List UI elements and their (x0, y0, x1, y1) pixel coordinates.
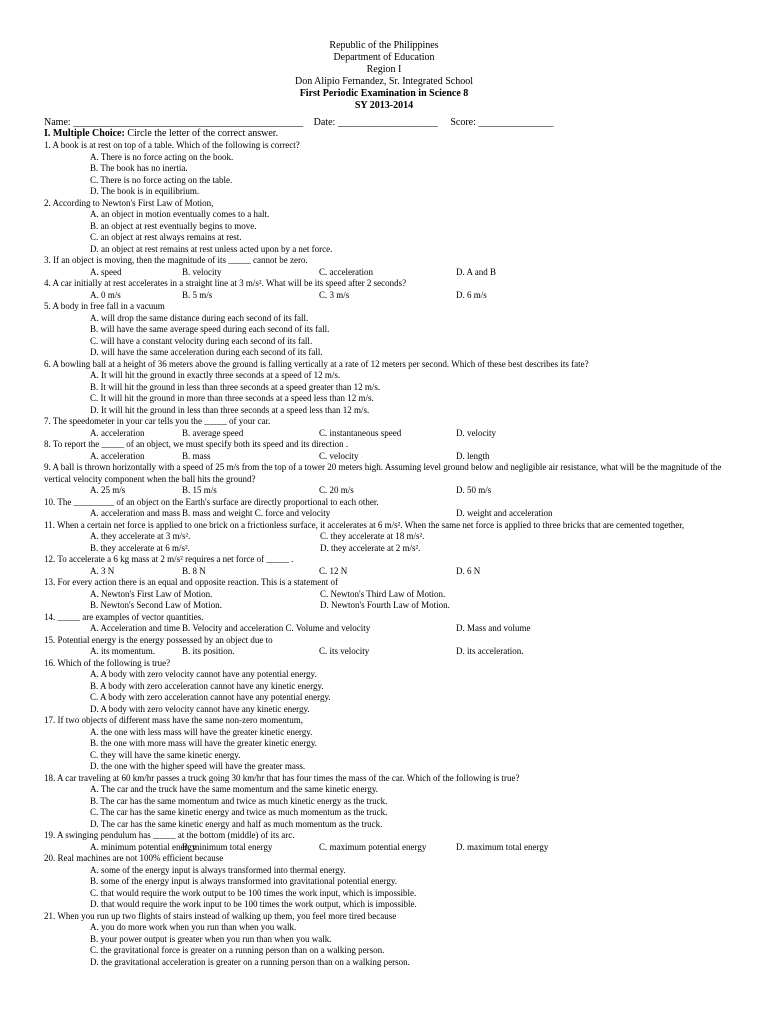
answer-option[interactable]: A. will drop the same distance during each second of its fall. (90, 312, 309, 323)
answer-option[interactable]: D. 6 m/s (456, 289, 487, 300)
question-stem: 7. The speedometer in your car tells you the _____ of your car. (44, 416, 271, 426)
answer-option[interactable]: D. that would require the work input to be 100 times the work output, which is impossible. (90, 899, 417, 909)
answer-options (44, 727, 734, 773)
answer-options (44, 290, 734, 302)
question-5 (44, 301, 734, 359)
answer-option[interactable]: D. weight and acceleration (456, 508, 553, 518)
answer-row (90, 508, 734, 520)
question-3 (44, 255, 734, 278)
header-department: Department of Education (333, 52, 435, 63)
question-10 (44, 497, 734, 520)
answer-option[interactable]: D. It will hit the ground in less than three seconds at a speed less than 12 m/s. (90, 404, 370, 415)
answer-option[interactable]: C. its velocity (319, 646, 370, 656)
answer-options (44, 842, 734, 854)
answer-option[interactable]: A. The car and the truck have the same momentum and the same kinetic energy. (90, 784, 378, 794)
answer-row (90, 600, 734, 612)
question-stem: 5. A body in free fall in a vacuum (44, 301, 165, 311)
answer-option[interactable]: B. your power output is greater when you run than when you walk. (90, 933, 332, 944)
question-stem: 19. A swinging pendulum has _____ at the bottom (middle) of its arc. (44, 830, 295, 840)
question-stem: 13. For every action there is an equal and opposite reaction. This is a statement of (44, 577, 338, 587)
question-stem: 2. According to Newton's First Law of Motion, (44, 197, 214, 208)
answer-option[interactable]: C. A body with zero acceleration cannot have any potential energy. (90, 692, 331, 702)
answer-options (44, 669, 734, 715)
answer-row (90, 566, 734, 578)
answer-row (90, 531, 734, 543)
question-stem: 10. The _________ of an object on the Earth's surface are directly proportional to each other. (44, 496, 379, 507)
answer-row (90, 428, 734, 440)
answer-option[interactable]: D. velocity (456, 427, 496, 438)
answer-option[interactable] (319, 623, 456, 635)
header-republic: Republic of the Philippines (329, 40, 439, 51)
answer-option[interactable]: A. 25 m/s (90, 485, 126, 495)
answer-option[interactable]: C. acceleration (319, 266, 373, 277)
question-stem: 18. A car traveling at 60 km/hr passes a truck going 30 km/hr that has four times the mass of the car. Which of the following is true? (44, 772, 520, 783)
answer-options (44, 865, 734, 911)
answer-option[interactable]: A. the one with less mass will have the greater kinetic energy. (90, 726, 313, 737)
question-17 (44, 715, 734, 773)
answer-option[interactable]: B. an object at rest eventually begins to move. (90, 220, 257, 231)
answer-row (90, 267, 734, 279)
answer-option[interactable]: D. an object at rest remains at rest unless acted upon by a net force. (90, 243, 333, 254)
answer-option[interactable]: C. 3 m/s (319, 289, 350, 300)
answer-options (44, 152, 734, 198)
answer-options (44, 623, 734, 635)
answer-row (90, 451, 734, 463)
answer-option[interactable]: B. 15 m/s (182, 485, 217, 495)
answer-options (44, 566, 734, 578)
instruction-text: Circle the letter of the correct answer. (124, 128, 279, 139)
answer-row (90, 485, 734, 497)
exam-header (0, 40, 768, 112)
answer-options (44, 485, 734, 497)
answer-row (90, 589, 734, 601)
question-stem: 16. Which of the following is true? (44, 657, 171, 668)
question-13 (44, 577, 734, 612)
answer-option[interactable]: C. The car has the same kinetic energy and twice as much momentum as the truck. (90, 807, 388, 817)
answer-option[interactable]: D. 6 N (456, 565, 481, 576)
answer-option[interactable]: C. 12 N (319, 565, 348, 576)
question-12 (44, 554, 734, 577)
question-stem: 8. To report the _____ of an object, we must specify both its speed and its direction . (44, 439, 349, 449)
question-stem: 4. A car initially at rest accelerates in a straight line at 3 m/s². What will be its speed after 2 seconds? (44, 278, 407, 288)
question-stem: 9. A ball is thrown horizontally with a speed of 25 m/s from the top of a tower 20 meters high. Assuming level ground below and negligible air resistance, what will be the magnitude of the vertical velocity component when the ball hits the ground? (44, 462, 722, 484)
answer-option[interactable]: D. length (456, 450, 490, 461)
answer-row (90, 543, 734, 555)
question-15 (44, 635, 734, 658)
answer-option[interactable]: C. It will hit the ground in more than three seconds at a speed less than 12 m/s. (90, 393, 374, 403)
answer-option[interactable]: C. they will have the same kinetic energy. (90, 749, 241, 760)
answer-options (44, 313, 734, 359)
answer-options (44, 646, 734, 658)
question-stem: 12. To accelerate a 6 kg mass at 2 m/s² requires a net force of _____ . (44, 554, 294, 564)
answer-option[interactable]: A. 0 m/s (90, 289, 121, 300)
question-6 (44, 359, 734, 417)
answer-option[interactable]: D. 50 m/s (456, 485, 492, 495)
answer-option[interactable]: A. its momentum. (90, 646, 155, 656)
answer-option[interactable]: B. some of the energy input is always transformed into gravitational potential energy. (90, 876, 398, 886)
answer-option[interactable]: A. acceleration and mass (90, 508, 180, 518)
answer-option[interactable]: B. It will hit the ground in less than three seconds at a speed greater than 12 m/s. (90, 381, 381, 392)
answer-option[interactable]: A. an object in motion eventually comes to a halt. (90, 209, 270, 219)
question-stem: 3. If an object is moving, then the magnitude of its _____ cannot be zero. (44, 255, 308, 265)
question-stem: 1. A book is at rest on top of a table. Which of the following is correct? (44, 140, 300, 150)
answer-option[interactable]: B. minimum total energy (182, 841, 273, 852)
question-7 (44, 416, 734, 439)
answer-options (44, 370, 734, 416)
answer-row (90, 646, 734, 658)
answer-option[interactable]: D. they accelerate at 2 m/s². (320, 542, 421, 553)
answer-options (44, 508, 734, 520)
answer-option[interactable]: B. its position. (182, 646, 235, 656)
answer-option[interactable]: C. an object at rest always remains at rest. (90, 232, 242, 242)
answer-option[interactable]: B. average speed (182, 427, 244, 438)
answer-option[interactable]: B. The book has no inertia. (90, 163, 188, 173)
question-stem: 20. Real machines are not 100% efficient because (44, 853, 224, 863)
answer-option[interactable]: C. they accelerate at 18 m/s². (320, 531, 425, 541)
question-14 (44, 612, 734, 635)
answer-option[interactable]: D. Newton's Fourth Law of Motion. (320, 600, 450, 610)
header-region: Region I (366, 64, 402, 75)
answer-option[interactable]: C. will have a constant velocity during each second of its fall. (90, 335, 313, 346)
answer-option[interactable]: A. speed (90, 266, 122, 277)
header-school: Don Alipio Fernandez, Sr. Integrated School (294, 76, 474, 87)
answer-option[interactable]: D. the gravitational acceleration is greater on a running person than on a walking person. (90, 956, 410, 967)
answer-row (90, 842, 734, 854)
question-19 (44, 830, 734, 853)
answer-option[interactable]: D. A and B (456, 266, 497, 277)
answer-option[interactable] (319, 508, 456, 520)
question-stem: 21. When you run up two flights of stairs instead of walking up them, you feel more tired because (44, 910, 397, 921)
answer-options (44, 531, 734, 554)
header-school-year: SY 2013-2014 (354, 100, 414, 111)
answer-option[interactable]: A. A body with zero velocity cannot have any potential energy. (90, 669, 317, 679)
answer-option[interactable]: A. acceleration (90, 450, 145, 461)
answer-row (90, 623, 734, 635)
answer-option[interactable]: B. Velocity and acceleration C. Volume and velocity (182, 623, 371, 633)
answer-option[interactable]: C. Newton's Third Law of Motion. (320, 588, 446, 599)
answer-option[interactable]: C. that would require the work output to be 100 times the work input, which is impossible. (90, 887, 417, 898)
answer-option[interactable]: B. 8 N (182, 565, 206, 576)
answer-option[interactable]: A. acceleration (90, 427, 145, 438)
answer-option[interactable]: C. 20 m/s (319, 485, 354, 495)
question-stem: 14. _____ are examples of vector quantities. (44, 611, 204, 622)
answer-options (44, 589, 734, 612)
name-field[interactable]: Name: ______________________________________________ (44, 117, 304, 128)
answer-option[interactable]: B. A body with zero acceleration cannot have any kinetic energy. (90, 680, 324, 691)
answer-row (90, 290, 734, 302)
answer-option[interactable]: D. A body with zero velocity cannot have any kinetic energy. (90, 703, 310, 714)
answer-option[interactable]: A. they accelerate at 3 m/s². (90, 531, 191, 541)
answer-option[interactable]: A. Acceleration and time (90, 623, 180, 633)
answer-option[interactable]: D. The book is in equilibrium. (90, 186, 200, 196)
answer-options (44, 451, 734, 463)
answer-option[interactable]: A. 3 N (90, 565, 115, 576)
answer-options (44, 209, 734, 255)
answer-option[interactable]: D. Mass and volume (456, 623, 531, 633)
answer-option[interactable]: B. will have the same average speed during each second of its fall. (90, 324, 330, 334)
answer-option[interactable]: C. velocity (319, 450, 359, 461)
question-2 (44, 198, 734, 256)
question-1 (44, 140, 734, 198)
answer-option[interactable]: D. the one with the higher speed will have the greater mass. (90, 761, 306, 771)
question-list (44, 140, 734, 968)
instructions (44, 128, 734, 140)
student-info-line (44, 117, 734, 129)
question-18 (44, 773, 734, 831)
answer-option[interactable]: A. There is no force acting on the book. (90, 151, 234, 162)
answer-option[interactable]: B. the one with more mass will have the greater kinetic energy. (90, 738, 317, 748)
answer-option[interactable]: D. maximum total energy (456, 841, 549, 852)
answer-options (44, 784, 734, 830)
question-8 (44, 439, 734, 462)
answer-option[interactable]: B. 5 m/s (182, 289, 213, 300)
answer-option[interactable]: B. mass and weight C. force and velocity (182, 508, 331, 518)
question-16 (44, 658, 734, 716)
answer-option[interactable]: C. the gravitational force is greater on a running person than on a walking person. (90, 945, 385, 955)
answer-options (44, 922, 734, 968)
question-stem: 17. If two objects of different mass have the same non-zero momentum, (44, 715, 304, 725)
answer-option[interactable]: A. It will hit the ground in exactly three seconds at a speed of 12 m/s. (90, 370, 341, 380)
answer-options (44, 267, 734, 279)
question-stem: 11. When a certain net force is applied to one brick on a frictionless surface, it accelerates at 6 m/s². When the same net force is applied to three bricks that are cemented together, (44, 519, 685, 530)
answer-option[interactable]: A. Newton's First Law of Motion. (90, 588, 213, 599)
answer-option[interactable]: C. instantaneous speed (319, 427, 402, 438)
answer-option[interactable]: B. Newton's Second Law of Motion. (90, 600, 222, 610)
answer-options (44, 428, 734, 440)
answer-option[interactable]: C. maximum potential energy (319, 841, 427, 852)
answer-option[interactable]: D. will have the same acceleration during each second of its fall. (90, 347, 323, 357)
header-exam-title: First Periodic Examination in Science 8 (299, 88, 469, 99)
question-9 (44, 462, 734, 497)
answer-option[interactable]: B. mass (182, 450, 211, 461)
answer-option[interactable]: D. its acceleration. (456, 646, 524, 656)
question-21 (44, 911, 734, 969)
answer-option[interactable]: A. you do more work when you run than when you walk. (90, 922, 297, 932)
answer-option[interactable]: B. velocity (182, 266, 222, 277)
answer-option[interactable]: B. The car has the same momentum and twice as much kinetic energy as the truck. (90, 795, 388, 806)
question-4 (44, 278, 734, 301)
exam-content (44, 128, 734, 968)
question-stem: 6. A bowling ball at a height of 36 meters above the ground is falling vertically at a rate of 12 meters per second. Which of these best describes its fate? (44, 358, 589, 369)
question-20 (44, 853, 734, 911)
answer-option[interactable]: C. There is no force acting on the table. (90, 174, 233, 185)
answer-option[interactable]: D. The car has the same kinetic energy and half as much momentum as the truck. (90, 818, 383, 829)
answer-option[interactable]: A. some of the energy input is always transformed into thermal energy. (90, 864, 346, 875)
date-field[interactable]: Date: ____________________ (313, 117, 438, 128)
question-11 (44, 520, 734, 555)
question-stem: 15. Potential energy is the energy possessed by an object due to (44, 634, 273, 645)
answer-option[interactable]: B. they accelerate at 6 m/s². (90, 542, 190, 553)
score-field[interactable]: Score: _______________ (450, 117, 554, 128)
section-label: I. Multiple Choice: (44, 128, 125, 139)
answer-option[interactable]: A. minimum potential energy (90, 841, 197, 852)
